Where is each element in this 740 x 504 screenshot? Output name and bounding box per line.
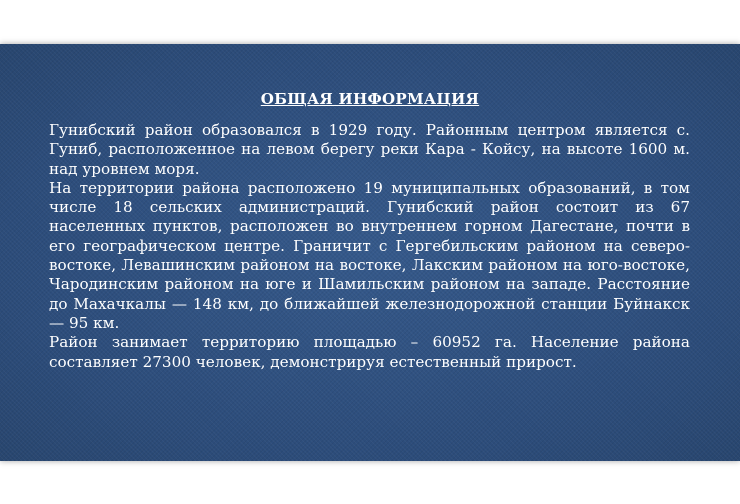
paragraph-population: Район занимает территорию площадью – 60952 га. Население района составляет 27300 человек, демонстрируя естественный прирост. (49, 333, 690, 371)
paragraph-geography: На территории района расположено 19 муниципальных образований, в том числе 18 сельских администраций. Гунибский район состоит из 67 населенных пунктов, расположен во внутреннем горном Дагестане, почти в его географическом центре. Граничит с Гергебильским районом на северо-востоке, Левашинским районом на востоке, Лакским районом на юго-востоке, Чародинским районом на юге и Шамильским районом на западе. Расстояние до Махачкалы — 148 км, до ближайшей железнодорожной станции Буйнакск — 95 км. (49, 178, 690, 332)
paragraph-history: Гунибский район образовался в 1929 году. Районным центром является с. Гуниб, расположенное на левом берегу реки Кара - Койсу, на высоте 1600 м. над уровнем моря. (49, 121, 690, 178)
slide-body (49, 121, 690, 372)
slide-panel (0, 44, 740, 461)
slide-heading: ОБЩАЯ ИНФОРМАЦИЯ (260, 90, 480, 108)
